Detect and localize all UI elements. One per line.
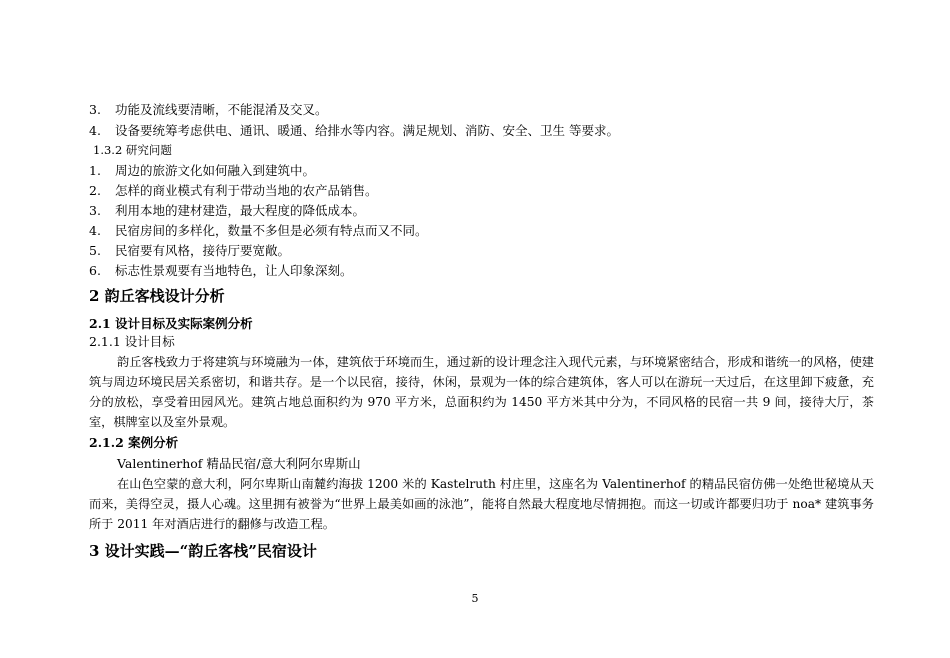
- list-item: [89, 203, 365, 219]
- case-title: Valentinerhof 精品民宿/意大利阿尔卑斯山: [117, 456, 361, 471]
- list-item: [89, 223, 428, 239]
- subsection-heading: 2.1.1 设计目标: [89, 334, 175, 349]
- list-number: 2.: [89, 183, 101, 198]
- chapter-heading: 2 韵丘客栈设计分析: [89, 287, 225, 305]
- list-item: [89, 102, 328, 118]
- list-number: 6.: [89, 263, 101, 278]
- list-text: 怎样的商业模式有利于带动当地的农产品销售。: [115, 183, 378, 198]
- body-paragraph: 在山色空蒙的意大利，阿尔卑斯山南麓约海拔 1200 米的 Kastelruth 村庄里，这座名为 Valentinerhof 的精品民宿仿佛一处绝世秘境从天而来，美得空灵，摄人心魂。这里拥有被誉为“世界上最美如画的泳池”，能将自然最大程度地尽情拥抱。而这一切或许都要归功于 noa* 建筑事务所于 2011 年对酒店进行的翻修与改造工程。: [89, 477, 874, 531]
- list-number: 3.: [89, 102, 101, 117]
- list-number: 1.: [89, 163, 101, 178]
- list-text: 设备要统筹考虑供电、通讯、暖通、给排水等内容。满足规划、消防、安全、卫生 等要求。: [115, 123, 619, 138]
- subsection-heading: 2.1.2 案例分析: [89, 435, 179, 450]
- list-item: [89, 163, 315, 179]
- list-number: 3.: [89, 203, 101, 218]
- list-item: [89, 243, 290, 259]
- section-heading: 2.1 设计目标及实际案例分析: [89, 316, 253, 331]
- list-text: 民宿房间的多样化，数量不多但是必须有特点而又不同。: [115, 223, 428, 238]
- list-text: 周边的旅游文化如何融入到建筑中。: [115, 163, 316, 178]
- chapter-heading: 3 设计实践—“韵丘客栈”民宿设计: [89, 542, 317, 560]
- list-number: 4.: [89, 223, 101, 238]
- list-item: [89, 263, 353, 279]
- list-number: 5.: [89, 243, 101, 258]
- list-text: 功能及流线要清晰，不能混淆及交叉。: [115, 102, 328, 117]
- list-text: 民宿要有风格，接待厅要宽敞。: [115, 243, 291, 258]
- list-text: 标志性景观要有当地特色，让人印象深刻。: [115, 263, 353, 278]
- page-number: 5: [471, 592, 479, 605]
- list-item: [89, 183, 378, 199]
- list-number: 4.: [89, 123, 101, 138]
- list-text: 利用本地的建材建造，最大程度的降低成本。: [115, 203, 366, 218]
- subsection-heading: 1.3.2 研究问题: [93, 143, 172, 157]
- body-paragraph: 韵丘客栈致力于将建筑与环境融为一体，建筑依于环境而生，通过新的设计理念注入现代元素，与环境紧密结合，形成和谐统一的风格，使建筑与周边环境民居关系密切，和谐共存。是一个以民宿，接待，休闲，景观为一体的综合建筑体，客人可以在游玩一天过后，在这里卸下疲惫，充分的放松，享受着田园风光。建筑占地总面积约为 970 平方米，总面积约为 1450 平方米其中分为，不同风格的民宿一共 9 间，接待大厅，茶室，棋牌室以及室外景观。: [89, 355, 874, 429]
- list-item: [89, 123, 619, 139]
